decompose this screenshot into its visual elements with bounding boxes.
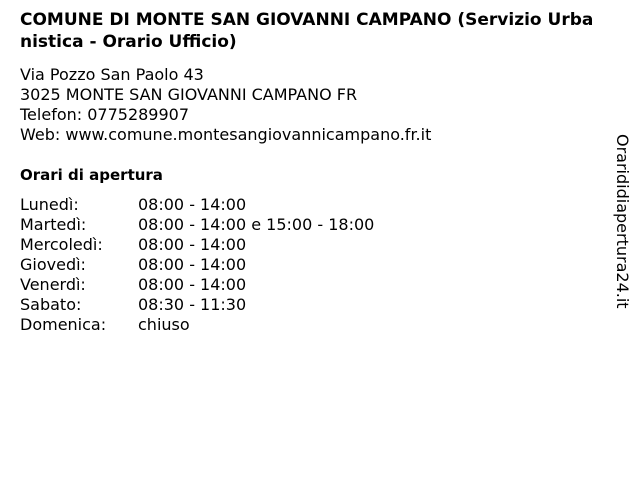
day-label: Giovedì: (20, 255, 86, 274)
page-title: COMUNE DI MONTE SAN GIOVANNI CAMPANO (Servizio Urbanistica - Orario Ufficio) (20, 10, 594, 52)
day-label: Mercoledì: (20, 235, 103, 254)
time-value: chiuso (138, 315, 190, 334)
day-label: Domenica: (20, 315, 107, 334)
time-value: 08:00 - 14:00 (138, 275, 247, 294)
time-value: 08:00 - 14:00 e 15:00 - 18:00 (138, 215, 375, 234)
hours-row-friday (20, 275, 374, 295)
website-line: Web: www.comune.montesangiovannicampano.fr.it (20, 125, 432, 144)
hours-row-saturday (20, 295, 374, 315)
time-value: 08:00 - 14:00 (138, 195, 247, 214)
hours-row-sunday (20, 315, 374, 335)
address-block (20, 65, 431, 145)
hours-row-wednesday (20, 235, 374, 255)
day-label: Martedì: (20, 215, 87, 234)
city-line: 3025 MONTE SAN GIOVANNI CAMPANO FR (20, 85, 358, 104)
day-label: Sabato: (20, 295, 82, 314)
time-value: 08:00 - 14:00 (138, 235, 247, 254)
site-brand-vertical: Orarididiapertura24.it (613, 134, 632, 309)
hours-row-monday (20, 195, 374, 215)
hours-table (20, 195, 374, 335)
hours-heading: Orari di apertura (20, 166, 163, 184)
day-label: Lunedì: (20, 195, 79, 214)
street-address: Via Pozzo San Paolo 43 (20, 65, 204, 84)
time-value: 08:00 - 14:00 (138, 255, 247, 274)
hours-row-tuesday (20, 215, 374, 235)
time-value: 08:30 - 11:30 (138, 295, 247, 314)
day-label: Venerdì: (20, 275, 86, 294)
hours-row-thursday (20, 255, 374, 275)
phone-number: Telefon: 0775289907 (20, 105, 190, 124)
